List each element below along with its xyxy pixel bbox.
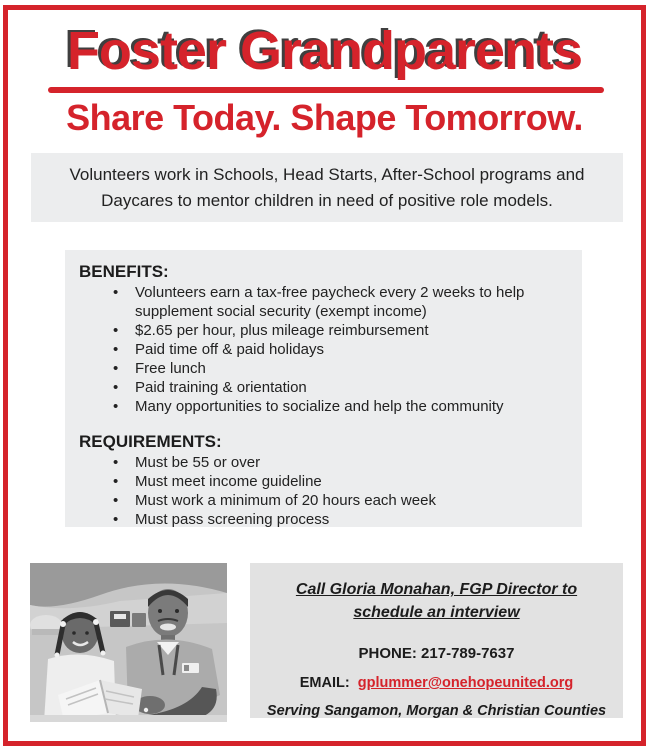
email-link[interactable]: gplummer@onehopeunited.org bbox=[357, 675, 574, 691]
benefits-heading: BENEFITS: bbox=[79, 262, 169, 281]
benefits-list bbox=[79, 283, 572, 416]
bullet-icon bbox=[113, 397, 118, 416]
volunteer-photo bbox=[30, 563, 227, 722]
red-divider-rule bbox=[48, 87, 604, 93]
contact-card bbox=[250, 563, 623, 718]
benefit-item: • Volunteers earn a tax-free paycheck every 2 weeks to help supplement social security (exempt income) bbox=[79, 283, 572, 321]
email-line bbox=[300, 675, 574, 691]
phone-number: 217-789-7637 bbox=[421, 645, 515, 662]
email-label: EMAIL: bbox=[299, 675, 350, 691]
bullet-icon bbox=[113, 321, 118, 340]
benefit-item: • Paid time off & paid holidays bbox=[79, 340, 572, 359]
benefit-item: • Paid training & orientation bbox=[79, 378, 572, 397]
intro-box bbox=[31, 153, 623, 222]
benefit-item: • $2.65 per hour, plus mileage reimbursement bbox=[79, 321, 572, 340]
bullet-icon bbox=[113, 283, 118, 302]
benefit-item: • Free lunch bbox=[79, 359, 572, 378]
requirement-item: • Must meet income guideline bbox=[79, 472, 572, 491]
intro-text: Volunteers work in Schools, Head Starts, After-School programs and Daycares to mentor children in need of positive role models. bbox=[69, 164, 585, 210]
requirement-item: • Must work a minimum of 20 hours each week bbox=[79, 491, 572, 510]
requirement-item: • Must be 55 or over bbox=[79, 453, 572, 472]
benefits-requirements-box bbox=[65, 250, 582, 527]
bullet-icon bbox=[113, 378, 118, 397]
phone-line bbox=[359, 645, 515, 662]
bullet-icon bbox=[113, 359, 118, 378]
bullet-icon bbox=[113, 453, 118, 472]
bullet-icon bbox=[113, 472, 118, 491]
bullet-icon bbox=[113, 340, 118, 359]
requirements-list bbox=[79, 453, 572, 529]
requirement-item: • Must pass screening process bbox=[79, 510, 572, 529]
tagline: Share Today. Shape Tomorrow. bbox=[66, 97, 583, 138]
serving-text: Serving Sangamon, Morgan & Christian Counties bbox=[266, 703, 607, 719]
requirements-heading: REQUIREMENTS: bbox=[79, 432, 222, 451]
bullet-icon bbox=[113, 491, 118, 510]
page-title: Foster Grandparents bbox=[66, 21, 583, 81]
bullet-icon bbox=[113, 510, 118, 529]
contact-heading: Call Gloria Monahan, FGP Director to schedule an interview bbox=[295, 581, 578, 621]
phone-label: PHONE: bbox=[358, 645, 417, 662]
benefit-item: • Many opportunities to socialize and help the community bbox=[79, 397, 572, 416]
